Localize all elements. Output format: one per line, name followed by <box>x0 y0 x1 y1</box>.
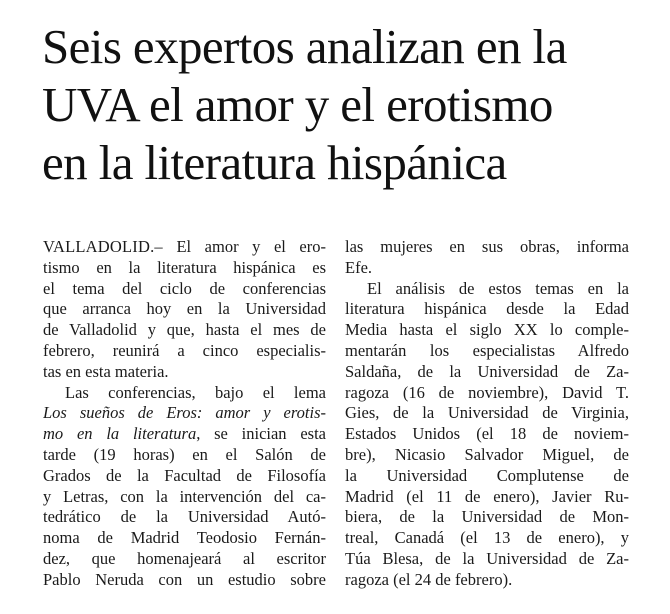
body-line <box>43 424 326 445</box>
body-line: Gies, de la Universidad de Virginia, <box>345 403 629 423</box>
body-line: la Universidad Complutense de <box>345 465 629 485</box>
headline <box>42 18 642 192</box>
body-line: tas en esta materia. <box>43 361 169 381</box>
body-line: Madrid (el 11 de enero), Javier Ru- <box>345 486 629 506</box>
body-line: bre), Nicasio Salvador Miguel, de <box>345 444 629 464</box>
body-line: tarde (19 horas) en el Salón de <box>43 444 326 464</box>
body-line: febrero, reunirá a cinco especialis- <box>43 340 326 360</box>
body-line: que arranca hoy en la Universidad <box>43 299 326 319</box>
dateline: VALLADOLID.– <box>43 237 163 256</box>
body-line: El análisis de estos temas en la <box>367 278 629 298</box>
body-line <box>43 237 326 258</box>
body-text: El amor y el ero- <box>162 237 326 256</box>
body-line: Pablo Neruda con un estudio sobre <box>43 569 326 589</box>
body-line: ragoza (16 de noviembre), David T. <box>345 382 629 402</box>
headline-line: en la literatura hispánica <box>42 135 507 190</box>
body-line: noma de Madrid Teodosio Fernán- <box>43 528 326 548</box>
body-line: treal, Canadá (el 13 de enero), y <box>345 528 629 548</box>
body-line: Las conferencias, bajo el lema <box>65 382 326 402</box>
body-line: y Letras, con la intervención del ca- <box>43 486 326 506</box>
body-line: dez, que homenajeará al escritor <box>43 548 326 568</box>
headline-line: Seis expertos analizan en la <box>42 19 567 74</box>
body-line: ragoza (el 24 de febrero). <box>345 569 513 589</box>
body-line: biera, de la Universidad de Mon- <box>345 507 629 527</box>
body-line: tismo en la literatura hispánica es <box>43 257 326 277</box>
body-line: Estados Unidos (el 18 de noviem- <box>345 424 629 444</box>
body-line: las mujeres en sus obras, informa <box>345 237 629 256</box>
book-title-text: mo en la literatura <box>43 424 197 444</box>
body-line: Media hasta el siglo XX lo comple- <box>345 320 629 340</box>
body-line: Efe. <box>345 257 373 277</box>
body-line: Grados de la Facultad de Filosofía <box>43 465 326 485</box>
body-line: de Valladolid y que, hasta el mes de <box>43 320 326 340</box>
book-title-line: Los sueños de Eros: amor y erotis- <box>43 403 326 423</box>
body-line: el tema del ciclo de conferencias <box>43 278 326 298</box>
body-line: Túa Blesa, de la Universidad de Za- <box>345 548 629 568</box>
body-line: mentarán los especialistas Alfredo <box>345 340 629 360</box>
left-column <box>43 237 326 591</box>
right-column <box>345 237 629 591</box>
body-line: tedrático de la Universidad Autó- <box>43 507 326 527</box>
body-text: , se inician esta <box>196 424 326 444</box>
headline-line: UVA el amor y el erotismo <box>42 77 553 132</box>
body-line: literatura hispánica desde la Edad <box>345 299 629 319</box>
body-line: Saldaña, de la Universidad de Za- <box>345 361 629 381</box>
